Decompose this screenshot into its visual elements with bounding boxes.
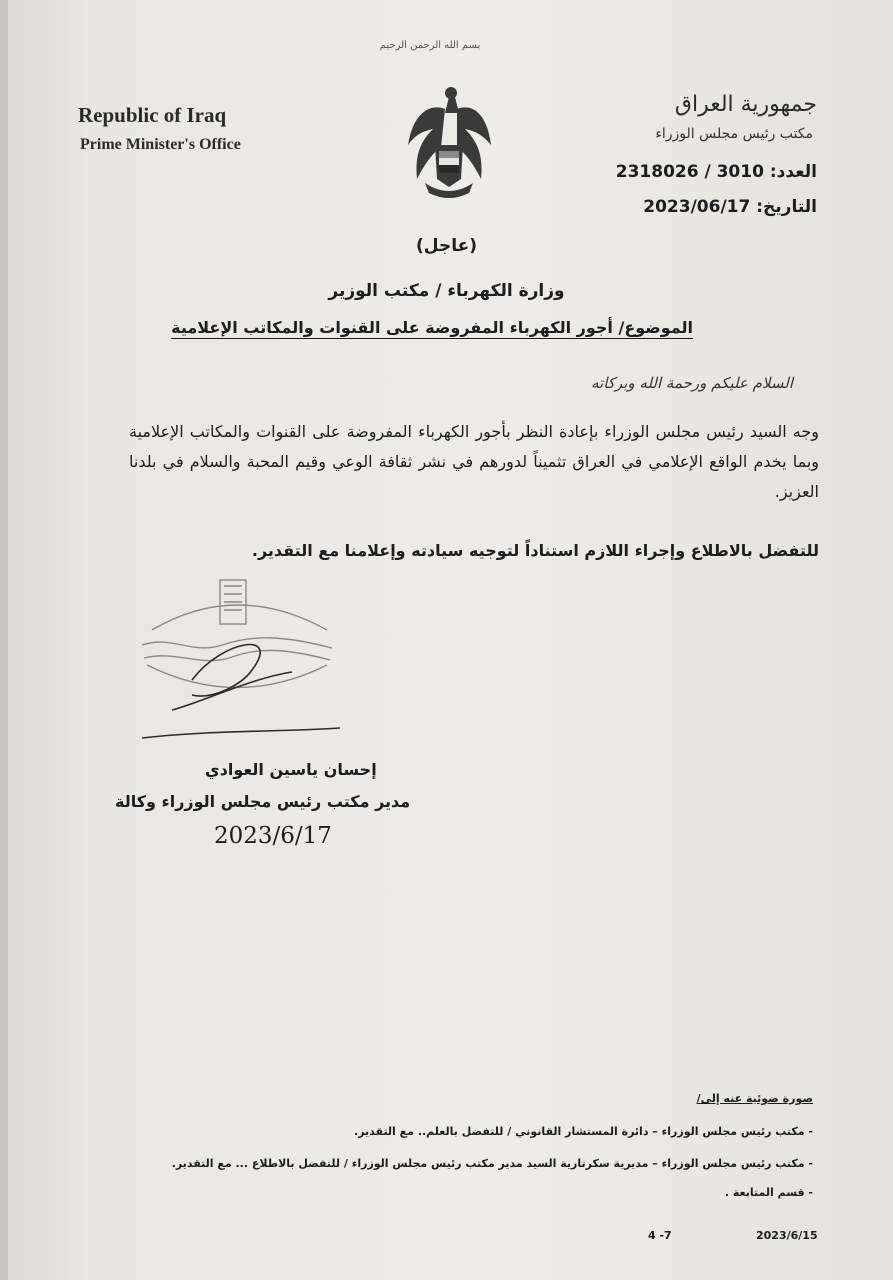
- subject-line: الموضوع/ أجور الكهرباء المفروضة على القنوات والمكاتب الإعلامية: [171, 318, 693, 337]
- letter-date: [635, 197, 817, 217]
- basmala: بسم الله الرحمن الرحيم: [379, 40, 481, 51]
- date-label: التاريخ:: [756, 197, 817, 217]
- reference-label: العدد:: [769, 162, 817, 182]
- recipient: وزارة الكهرباء / مكتب الوزير: [328, 281, 565, 301]
- signatory-name: إحسان ياسين العوادي: [205, 760, 377, 779]
- signatory-title: مدير مكتب رئيس مجلس الوزراء وكالة: [115, 792, 411, 811]
- urgency-label: (عاجل): [416, 236, 477, 256]
- official-stamp-signature: [132, 560, 342, 740]
- country-name-ar: جمهورية العراق: [674, 92, 817, 117]
- cc-item: - مكتب رئيس مجلس الوزراء – دائرة المستشار القانوني / للتفضل بالعلم.. مع التقدير.: [354, 1125, 813, 1138]
- letter-body: وجه السيد رئيس مجلس الوزراء بإعادة النظر بأجور الكهرباء المفروضة على القنوات والمكاتب الإعلامية وبما يخدم الواقع الإعلامي في العراق تثميناً لدورهم في نشر ثقافة الوعي وقيم المحبة والسلام في بلدنا العزيز.: [129, 422, 819, 501]
- closing-line: للتفضل بالاطلاع وإجراء اللازم استناداً لتوجيه سيادته وإعلامنا مع التقدير.: [251, 541, 819, 560]
- reference-value: 2318026 / 3010: [615, 162, 764, 182]
- signature-date: 2023/6/17: [214, 823, 332, 849]
- cc-item: - قسم المتابعة .: [724, 1186, 813, 1199]
- footer-code: 4 -7: [648, 1229, 672, 1242]
- greeting: السلام عليكم ورحمة الله وبركاته: [591, 374, 793, 392]
- cc-item: - مكتب رئيس مجلس الوزراء – مديرية سكرتارية السيد مدير مكتب رئيس مجلس الوزراء / للتفضل بالاطلاع ... مع التقدير.: [171, 1157, 813, 1170]
- eagle-emblem-icon: [405, 83, 493, 203]
- office-name-ar: مكتب رئيس مجلس الوزراء: [655, 126, 813, 142]
- reference-number: [608, 162, 817, 182]
- office-name-en: Prime Minister's Office: [80, 136, 241, 153]
- country-name-en: Republic of Iraq: [78, 103, 227, 127]
- footer-date: 2023/6/15: [756, 1229, 818, 1242]
- cc-title: صورة ضوئية عنه إلى/: [696, 1092, 813, 1105]
- date-value: 2023/06/17: [643, 197, 751, 217]
